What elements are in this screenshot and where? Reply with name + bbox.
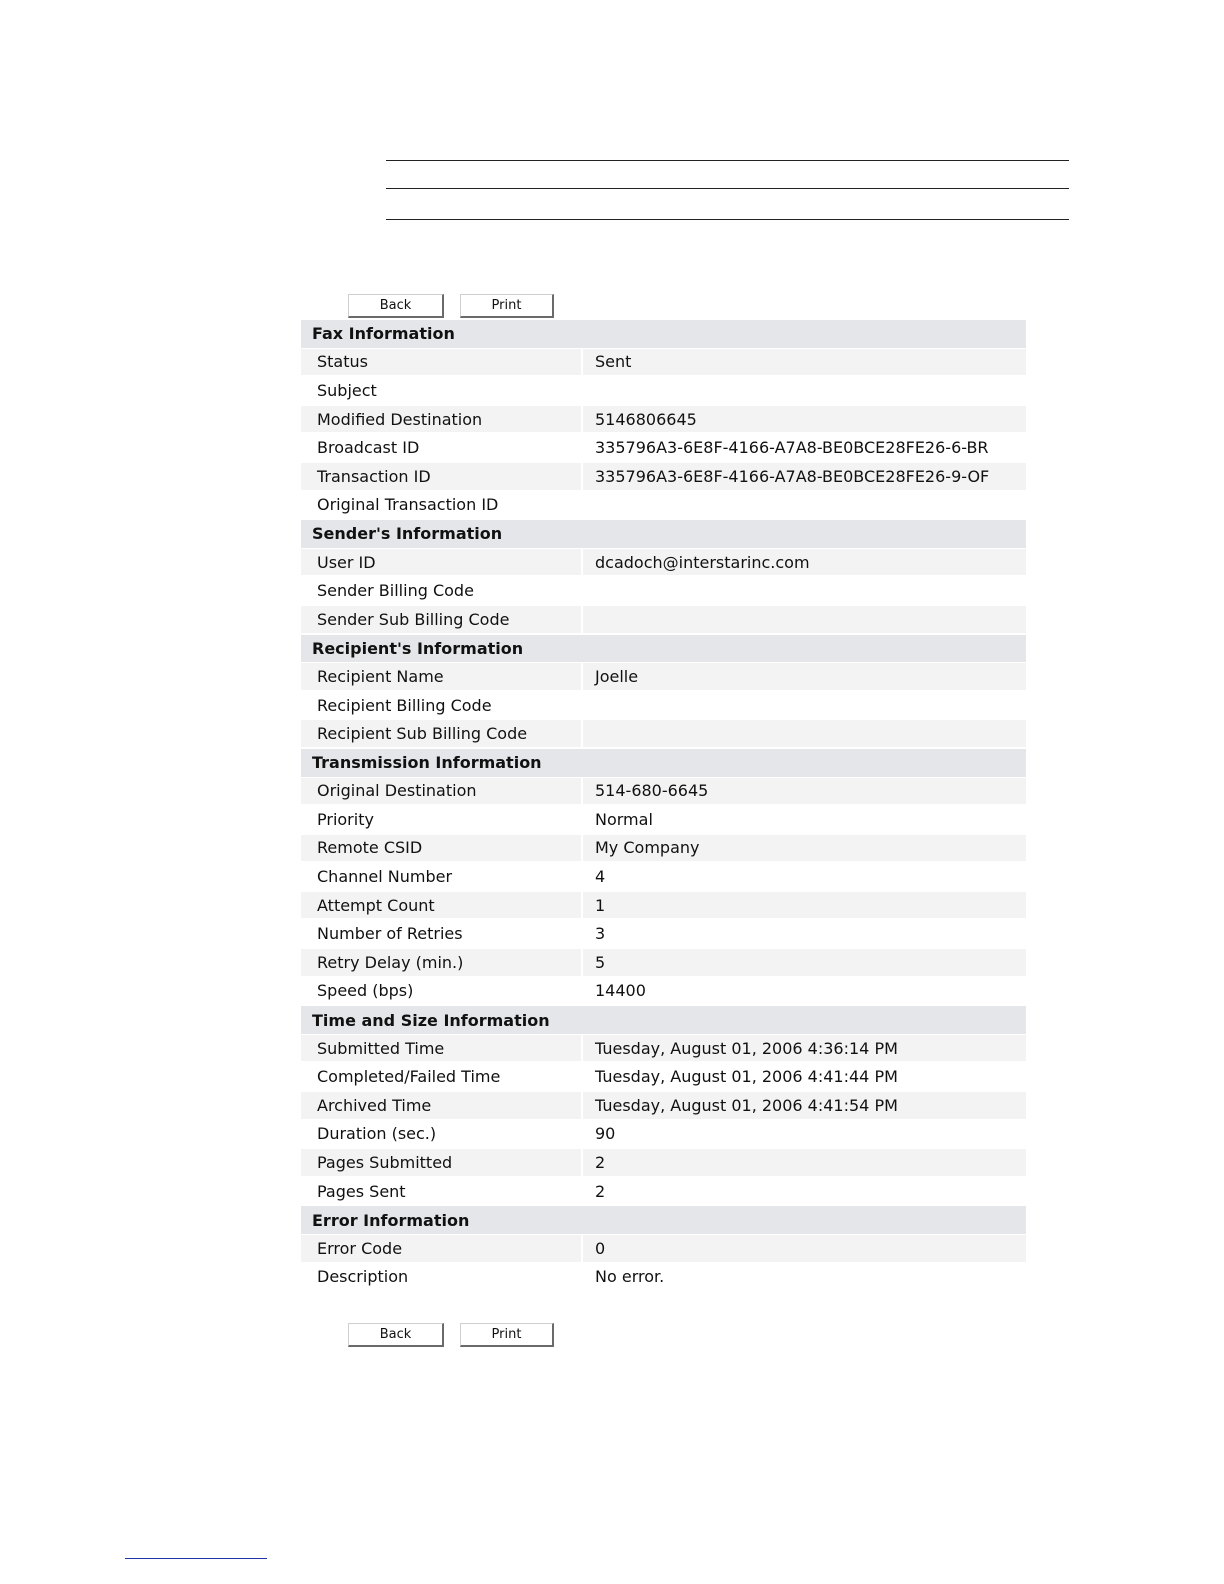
table-row [301,1035,1026,1064]
section-header: Recipient's Information [301,635,1026,664]
field-label: Sender Sub Billing Code [301,606,583,635]
field-value: 514-680-6645 [583,778,1026,807]
field-value: Tuesday, August 01, 2006 4:36:14 PM [583,1035,1026,1064]
field-label: Original Destination [301,778,583,807]
field-value: No error. [583,1264,1026,1293]
field-value: 1 [583,892,1026,921]
section-header: Transmission Information [301,749,1026,778]
divider-line [386,219,1069,220]
field-label: Attempt Count [301,892,583,921]
field-label: Archived Time [301,1092,583,1121]
field-value [583,377,1026,406]
field-value: 2 [583,1178,1026,1207]
field-value: Joelle [583,663,1026,692]
field-label: Sender Billing Code [301,577,583,606]
print-button[interactable]: Print [460,1323,554,1347]
table-row [301,434,1026,463]
field-label: Pages Sent [301,1178,583,1207]
field-label: Transaction ID [301,463,583,492]
field-value: 14400 [583,978,1026,1007]
field-label: User ID [301,549,583,578]
field-value: 0 [583,1235,1026,1264]
field-label: Priority [301,806,583,835]
field-label: Recipient Billing Code [301,692,583,721]
field-value: 90 [583,1121,1026,1150]
field-value: 335796A3-6E8F-4166-A7A8-BE0BCE28FE26-9-OF [583,463,1026,492]
field-label: Remote CSID [301,835,583,864]
field-value: Sent [583,349,1026,378]
field-label: Recipient Name [301,663,583,692]
back-button[interactable]: Back [348,1323,444,1347]
table-row [301,406,1026,435]
section-header: Error Information [301,1206,1026,1235]
field-label: Number of Retries [301,920,583,949]
print-button[interactable]: Print [460,294,554,318]
field-value: 5 [583,949,1026,978]
table-row [301,492,1026,521]
table-row [301,892,1026,921]
field-value [583,577,1026,606]
table-row [301,1149,1026,1178]
field-label: Duration (sec.) [301,1121,583,1150]
section-header: Sender's Information [301,520,1026,549]
field-value: My Company [583,835,1026,864]
field-label: Broadcast ID [301,434,583,463]
table-row [301,349,1026,378]
field-value: dcadoch@interstarinc.com [583,549,1026,578]
field-label: Recipient Sub Billing Code [301,720,583,749]
field-label: Speed (bps) [301,978,583,1007]
table-row [301,949,1026,978]
table-row [301,720,1026,749]
table-row [301,1235,1026,1264]
section-header: Fax Information [301,320,1026,349]
divider-line [386,160,1069,161]
field-value: 2 [583,1149,1026,1178]
table-row [301,835,1026,864]
field-value [583,492,1026,521]
back-button[interactable]: Back [348,294,444,318]
field-label: Description [301,1264,583,1293]
table-row [301,577,1026,606]
table-row [301,920,1026,949]
field-label: Pages Submitted [301,1149,583,1178]
table-row [301,1092,1026,1121]
field-value: 335796A3-6E8F-4166-A7A8-BE0BCE28FE26-6-BR [583,434,1026,463]
field-label: Channel Number [301,863,583,892]
field-label: Modified Destination [301,406,583,435]
field-value: Tuesday, August 01, 2006 4:41:44 PM [583,1063,1026,1092]
field-label: Original Transaction ID [301,492,583,521]
table-row [301,606,1026,635]
table-row [301,549,1026,578]
field-value: 4 [583,863,1026,892]
table-row [301,863,1026,892]
field-label: Subject [301,377,583,406]
field-value [583,692,1026,721]
field-value: Tuesday, August 01, 2006 4:41:54 PM [583,1092,1026,1121]
top-button-row [348,294,554,318]
table-row [301,1178,1026,1207]
section-header: Time and Size Information [301,1006,1026,1035]
table-row [301,806,1026,835]
field-value: 3 [583,920,1026,949]
table-row [301,692,1026,721]
footnote-rule [125,1558,267,1559]
field-value: 5146806645 [583,406,1026,435]
fax-details-table [301,320,1026,1292]
table-row [301,978,1026,1007]
table-row [301,1063,1026,1092]
table-row [301,377,1026,406]
field-value [583,720,1026,749]
table-row [301,663,1026,692]
field-value [583,606,1026,635]
field-label: Error Code [301,1235,583,1264]
table-row [301,463,1026,492]
table-row [301,1121,1026,1150]
field-label: Status [301,349,583,378]
field-label: Retry Delay (min.) [301,949,583,978]
field-label: Completed/Failed Time [301,1063,583,1092]
field-value: Normal [583,806,1026,835]
field-label: Submitted Time [301,1035,583,1064]
bottom-button-row [348,1323,554,1347]
table-row [301,778,1026,807]
divider-line [386,188,1069,189]
table-row [301,1264,1026,1293]
